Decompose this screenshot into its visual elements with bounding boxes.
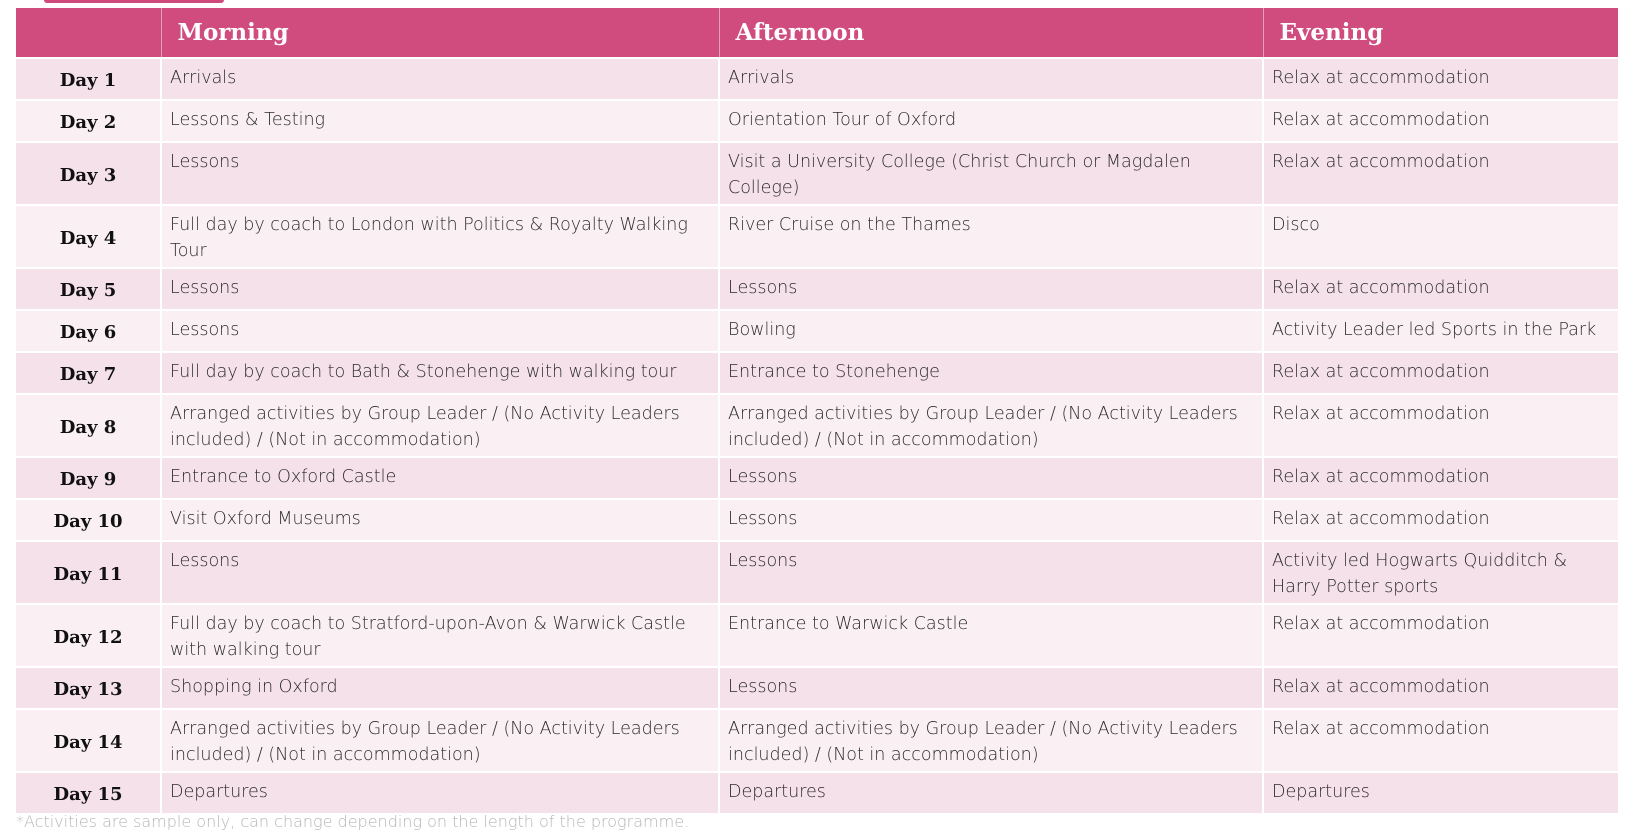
morning-cell: Lessons (161, 541, 719, 604)
evening-cell: Relax at accommodation (1263, 457, 1618, 499)
afternoon-cell: Arranged activities by Group Leader / (No Activity Leaders included) / (Not in accommodation) (719, 709, 1263, 772)
afternoon-cell: Departures (719, 772, 1263, 813)
evening-cell: Disco (1263, 205, 1618, 268)
afternoon-cell: Bowling (719, 310, 1263, 352)
evening-cell: Relax at accommodation (1263, 58, 1618, 100)
day-label: Day 10 (16, 499, 161, 541)
header-row (16, 8, 1618, 58)
day-label: Day 8 (16, 394, 161, 457)
morning-cell: Shopping in Oxford (161, 667, 719, 709)
morning-cell: Lessons (161, 268, 719, 310)
morning-cell: Visit Oxford Museums (161, 499, 719, 541)
evening-cell: Relax at accommodation (1263, 394, 1618, 457)
day-label: Day 6 (16, 310, 161, 352)
table-row (16, 394, 1618, 457)
table-row (16, 499, 1618, 541)
evening-cell: Relax at accommodation (1263, 667, 1618, 709)
evening-cell: Relax at accommodation (1263, 352, 1618, 394)
evening-cell: Relax at accommodation (1263, 604, 1618, 667)
evening-cell: Relax at accommodation (1263, 142, 1618, 205)
evening-cell: Relax at accommodation (1263, 268, 1618, 310)
day-label: Day 1 (16, 58, 161, 100)
afternoon-cell: Lessons (719, 268, 1263, 310)
day-label: Day 4 (16, 205, 161, 268)
day-label: Day 2 (16, 100, 161, 142)
afternoon-cell: Lessons (719, 457, 1263, 499)
table-row (16, 667, 1618, 709)
morning-cell: Arranged activities by Group Leader / (No Activity Leaders included) / (Not in accommodation) (161, 709, 719, 772)
afternoon-cell: Entrance to Stonehenge (719, 352, 1263, 394)
afternoon-cell: Arrivals (719, 58, 1263, 100)
day-label: Day 9 (16, 457, 161, 499)
day-label: Day 5 (16, 268, 161, 310)
table-row (16, 541, 1618, 604)
afternoon-cell: Lessons (719, 667, 1263, 709)
header-evening: Evening (1263, 8, 1618, 58)
morning-cell: Full day by coach to Stratford-upon-Avon & Warwick Castle with walking tour (161, 604, 719, 667)
afternoon-cell: River Cruise on the Thames (719, 205, 1263, 268)
day-label: Day 11 (16, 541, 161, 604)
evening-cell: Relax at accommodation (1263, 709, 1618, 772)
table-row (16, 604, 1618, 667)
top-edge (0, 0, 1626, 3)
header-afternoon: Afternoon (719, 8, 1263, 58)
morning-cell: Full day by coach to Bath & Stonehenge with walking tour (161, 352, 719, 394)
afternoon-cell: Orientation Tour of Oxford (719, 100, 1263, 142)
table-row (16, 352, 1618, 394)
evening-cell: Departures (1263, 772, 1618, 813)
table-row (16, 58, 1618, 100)
morning-cell: Lessons & Testing (161, 100, 719, 142)
afternoon-cell: Lessons (719, 499, 1263, 541)
footnote: *Activities are sample only, can change depending on the length of the programme. (16, 812, 690, 831)
table-row (16, 772, 1618, 813)
morning-cell: Arranged activities by Group Leader / (No Activity Leaders included) / (Not in accommodation) (161, 394, 719, 457)
day-label: Day 15 (16, 772, 161, 813)
evening-cell: Relax at accommodation (1263, 100, 1618, 142)
header-morning: Morning (161, 8, 719, 58)
day-label: Day 12 (16, 604, 161, 667)
morning-cell: Departures (161, 772, 719, 813)
morning-cell: Lessons (161, 310, 719, 352)
day-label: Day 14 (16, 709, 161, 772)
morning-cell: Entrance to Oxford Castle (161, 457, 719, 499)
afternoon-cell: Visit a University College (Christ Church or Magdalen College) (719, 142, 1263, 205)
evening-cell: Relax at accommodation (1263, 499, 1618, 541)
header-day (16, 8, 161, 58)
morning-cell: Full day by coach to London with Politics & Royalty Walking Tour (161, 205, 719, 268)
table-row (16, 205, 1618, 268)
day-label: Day 3 (16, 142, 161, 205)
programme-schedule-table (16, 8, 1618, 813)
table-row (16, 100, 1618, 142)
morning-cell: Arrivals (161, 58, 719, 100)
table-row (16, 142, 1618, 205)
day-label: Day 7 (16, 352, 161, 394)
table-row (16, 709, 1618, 772)
table-row (16, 457, 1618, 499)
afternoon-cell: Lessons (719, 541, 1263, 604)
afternoon-cell: Entrance to Warwick Castle (719, 604, 1263, 667)
morning-cell: Lessons (161, 142, 719, 205)
title-fragment (44, 0, 224, 3)
afternoon-cell: Arranged activities by Group Leader / (No Activity Leaders included) / (Not in accommodation) (719, 394, 1263, 457)
table-row (16, 310, 1618, 352)
evening-cell: Activity led Hogwarts Quidditch & Harry Potter sports (1263, 541, 1618, 604)
day-label: Day 13 (16, 667, 161, 709)
table-row (16, 268, 1618, 310)
evening-cell: Activity Leader led Sports in the Park (1263, 310, 1618, 352)
